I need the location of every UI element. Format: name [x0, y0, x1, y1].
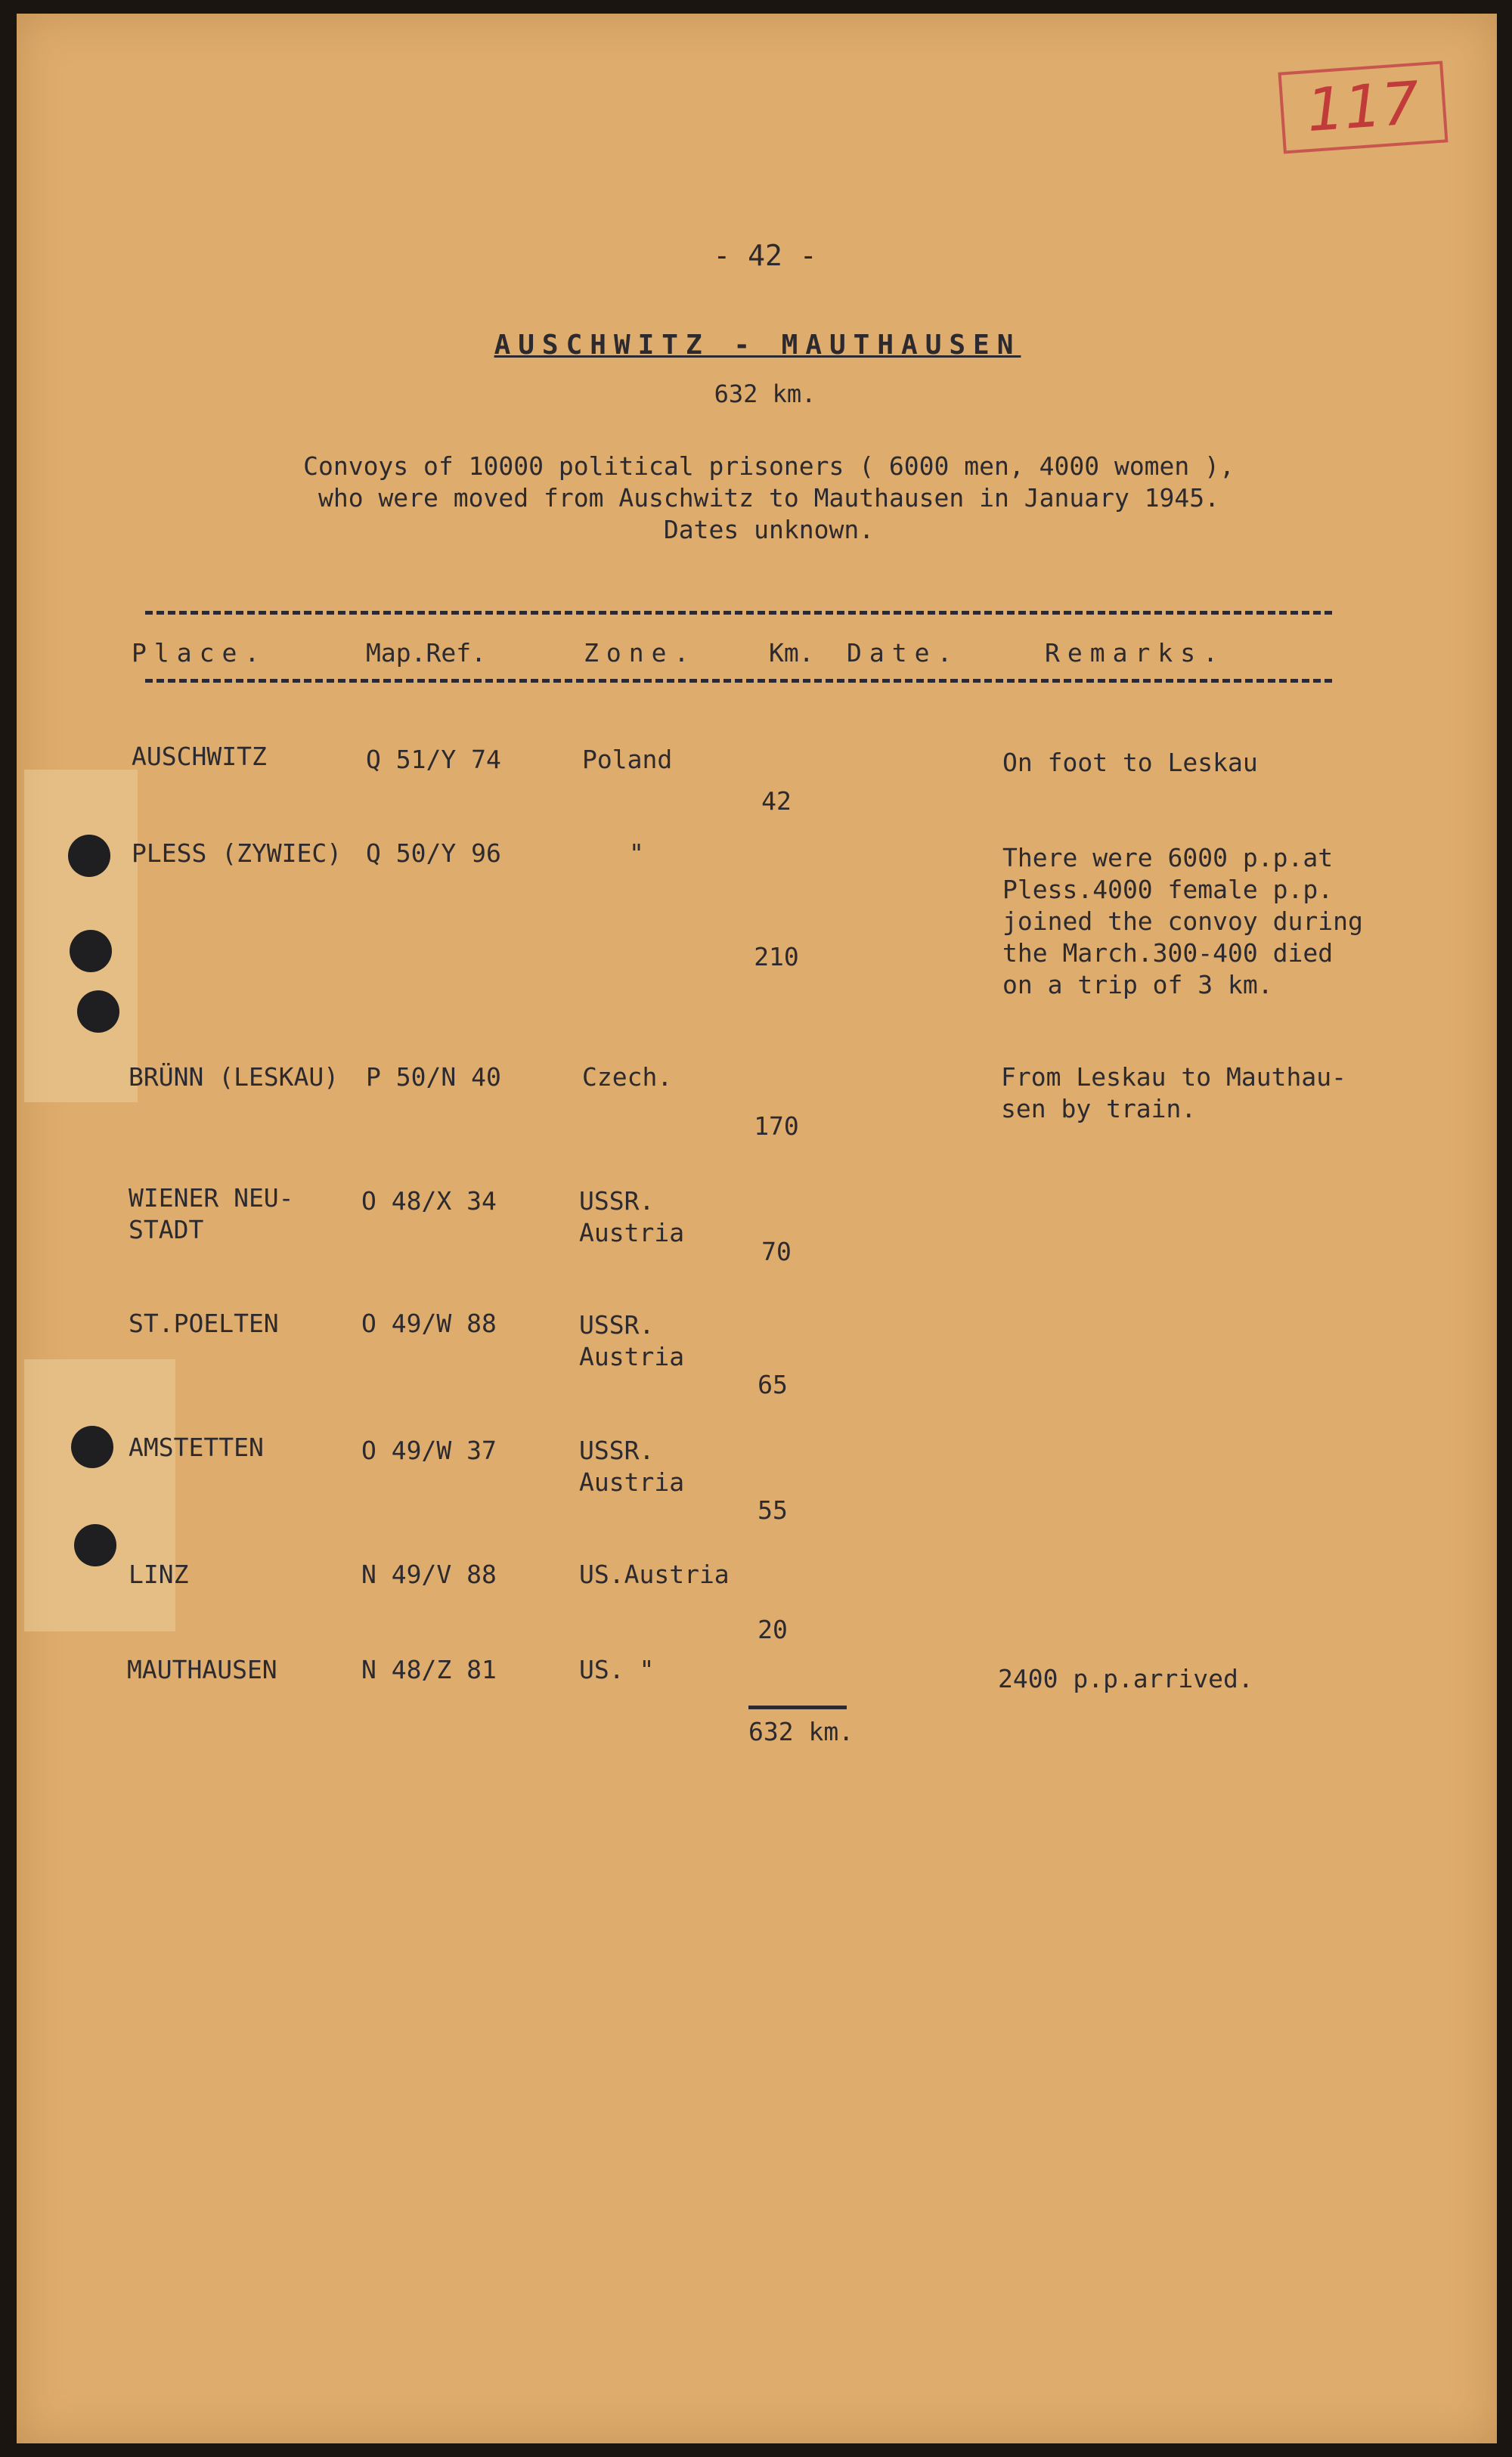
header-zone: Zone.	[584, 638, 697, 668]
place-cell: AUSCHWITZ	[132, 742, 267, 771]
punch-hole	[70, 930, 112, 972]
intro-line: who were moved from Auschwitz to Mauthausen in January 1945.	[318, 483, 1220, 513]
leg-km: 170	[754, 1111, 799, 1141]
intro-line: Dates unknown.	[663, 515, 875, 544]
zone-cell: US.Austria	[579, 1560, 730, 1589]
map-ref-cell: O 48/X 34	[361, 1186, 497, 1216]
place-cell: PLESS (ZYWIEC)	[132, 838, 342, 868]
leg-km: 210	[754, 942, 799, 971]
leg-km: 20	[758, 1615, 788, 1644]
place-cell: MAUTHAUSEN	[127, 1655, 277, 1684]
header-km: Km.	[769, 638, 814, 668]
remarks-cell: From Leskau to Mauthau- sen by train.	[1001, 1062, 1346, 1123]
zone-cell: Czech.	[582, 1062, 673, 1092]
zone-cell: "	[629, 838, 644, 868]
intro-line: Convoys of 10000 political prisoners ( 6000 men, 4000 women ),	[303, 451, 1235, 481]
intro-text	[266, 451, 1272, 546]
total-rule	[748, 1706, 847, 1709]
map-ref-cell: N 48/Z 81	[361, 1655, 497, 1684]
page-number: - 42 -	[713, 239, 817, 272]
zone-cell: US. "	[579, 1655, 655, 1684]
total-km: 632 km.	[748, 1717, 854, 1746]
zone-cell: Poland	[582, 745, 673, 774]
punch-hole	[77, 990, 119, 1033]
total-distance: 632 km.	[714, 380, 816, 408]
archive-page-number-stamp: 117	[1278, 61, 1448, 154]
table-header-rule	[145, 679, 1332, 683]
zone-cell: USSR. Austria	[579, 1436, 685, 1497]
table-top-rule	[145, 611, 1332, 615]
document-page	[17, 14, 1497, 2443]
document-title: AUSCHWITZ - MAUTHAUSEN	[494, 330, 1021, 361]
tape-patch	[24, 1359, 175, 1631]
zone-cell: USSR. Austria	[579, 1310, 685, 1371]
header-place: Place.	[132, 638, 268, 668]
punch-hole	[71, 1426, 113, 1468]
map-ref-cell: O 49/W 37	[361, 1436, 497, 1465]
remarks-cell: 2400 p.p.arrived.	[998, 1664, 1253, 1693]
remarks-cell: On foot to Leskau	[1002, 748, 1258, 777]
leg-km: 65	[758, 1370, 788, 1399]
place-cell: AMSTETTEN	[129, 1433, 264, 1462]
header-date: Date.	[847, 638, 960, 668]
place-cell: BRÜNN (LESKAU)	[129, 1062, 339, 1092]
place-cell: ST.POELTEN	[129, 1309, 279, 1338]
zone-cell: USSR. Austria	[579, 1186, 685, 1247]
punch-hole	[68, 835, 110, 877]
punch-hole	[74, 1524, 116, 1566]
map-ref-cell: N 49/V 88	[361, 1560, 497, 1589]
map-ref-cell: O 49/W 88	[361, 1309, 497, 1338]
map-ref-cell: Q 51/Y 74	[366, 745, 501, 774]
leg-km: 42	[761, 786, 792, 816]
leg-km: 70	[761, 1237, 792, 1266]
place-cell: WIENER NEU- STADT	[129, 1183, 294, 1244]
header-remarks: Remarks.	[1045, 638, 1225, 668]
place-cell: LINZ	[129, 1560, 189, 1589]
map-ref-cell: Q 50/Y 96	[366, 838, 501, 868]
header-map-ref: Map.Ref.	[366, 638, 486, 668]
remarks-cell: There were 6000 p.p.at Pless.4000 female p.p. joined the convoy during the March.300-400 died on a trip of 3 km.	[1002, 843, 1363, 999]
leg-km: 55	[758, 1495, 788, 1525]
map-ref-cell: P 50/N 40	[366, 1062, 501, 1092]
